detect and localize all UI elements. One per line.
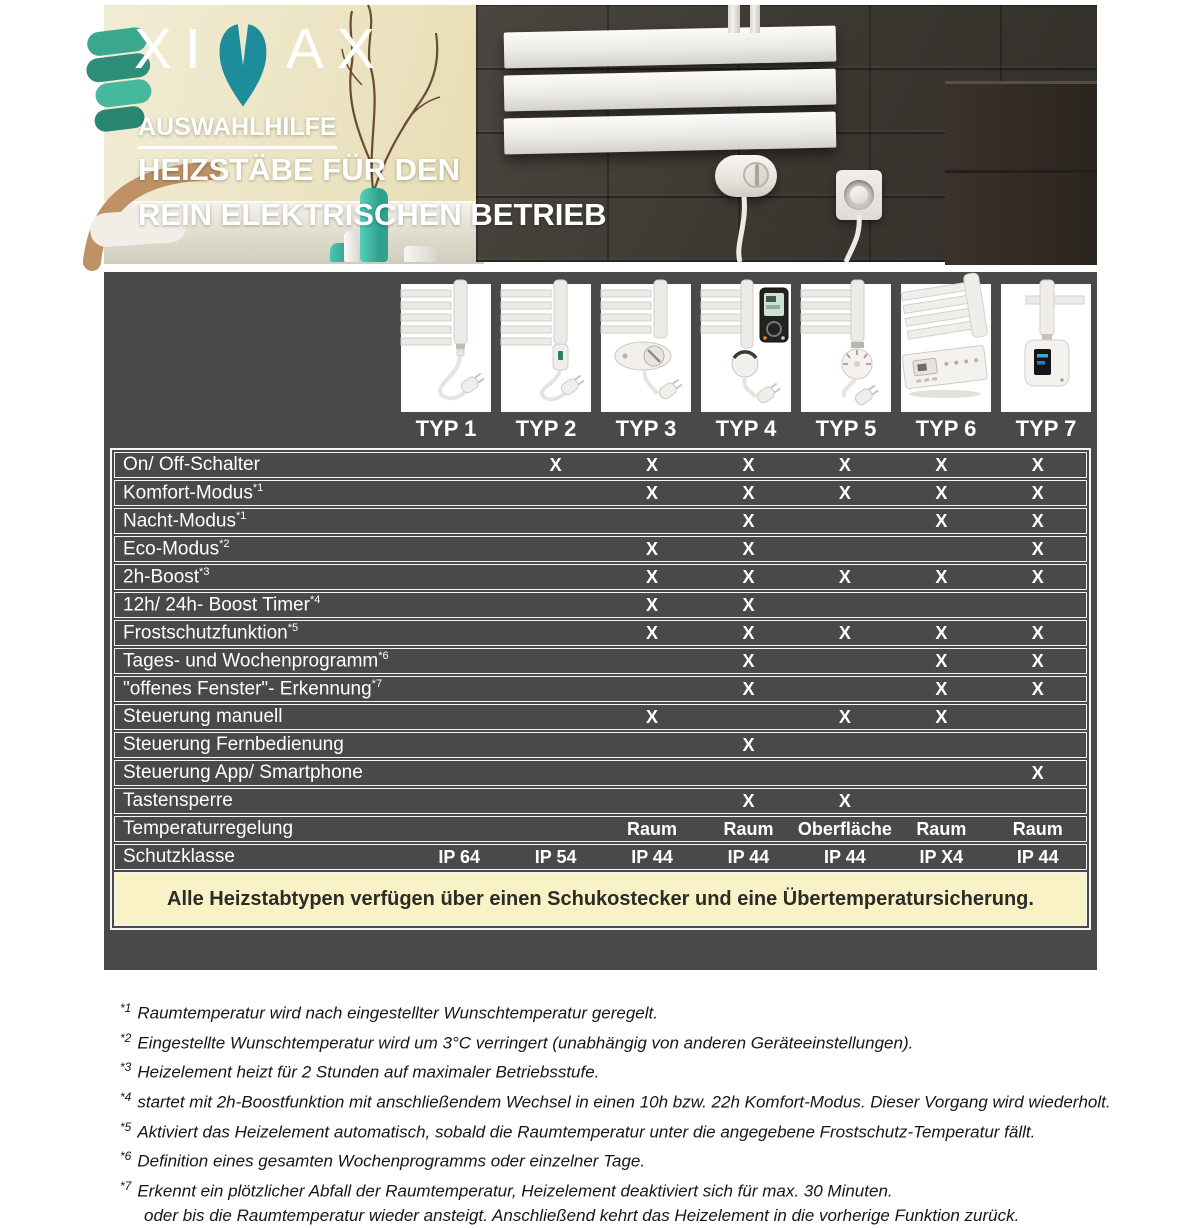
typ-6-label: TYP 6	[915, 416, 977, 441]
typ-5-product-photo	[801, 284, 891, 412]
footnotes-block	[120, 996, 1130, 1228]
ximax-logo	[134, 17, 388, 110]
feature-row	[114, 704, 1087, 730]
feature-cell-typ7: X	[1031, 538, 1044, 559]
footnote-line: $^{*6}$ Definition eines gesamten Wochenprogramms oder einzelner Tage.	[120, 1149, 646, 1171]
feature-cell-typ7: X	[1031, 762, 1044, 783]
feature-cell-typ6: X	[935, 706, 948, 727]
feature-cell-typ4: Raum	[723, 818, 774, 839]
typ-2-product-photo	[501, 284, 591, 412]
feature-cell-typ4: X	[742, 790, 755, 811]
feature-row	[114, 844, 1087, 870]
feature-cell-typ4: IP 44	[727, 846, 770, 867]
white-bottle	[344, 231, 359, 262]
feature-cell-typ2: X	[549, 454, 562, 475]
feature-row	[114, 452, 1087, 478]
typ-7-label: TYP 7	[1015, 416, 1077, 441]
feature-cell-typ4: X	[742, 538, 755, 559]
feature-cell-typ4: X	[742, 678, 755, 699]
feature-cell-typ6: X	[935, 566, 948, 587]
feature-cell-typ5: IP 44	[824, 846, 866, 867]
feature-row-label: Steuerung App/ Smartphone	[123, 762, 363, 783]
feature-cell-typ3: X	[646, 482, 659, 503]
typ-1-label: TYP 1	[415, 416, 477, 441]
feature-row	[114, 620, 1087, 646]
comparison-panel	[104, 272, 1097, 970]
hero-photo	[104, 5, 1097, 262]
feature-row-label: Steuerung Fernbedienung	[123, 734, 344, 755]
feature-row	[114, 508, 1087, 534]
footnote-line: $^{*2}$ Eingestellte Wunschtemperatur wird um 3°C verringert (unabhängig von anderen Geräteeinstellungen).	[120, 1030, 914, 1053]
feature-row	[114, 816, 1087, 842]
feature-row	[114, 592, 1087, 618]
feature-cell-typ6: X	[935, 510, 948, 531]
feature-cell-typ7: X	[1031, 566, 1044, 587]
feature-cell-typ6: X	[935, 678, 948, 699]
feature-cell-typ3: X	[646, 538, 659, 559]
feature-cell-typ3: X	[646, 454, 659, 475]
feature-cell-typ4: X	[742, 734, 755, 755]
feature-cell-typ7: X	[1031, 678, 1044, 699]
feature-row-label: Komfort-Modus$^{*1}$	[123, 481, 264, 504]
ximax-logo-m-icon	[210, 18, 276, 110]
typ-4-product-photo	[701, 284, 791, 412]
feature-row	[114, 676, 1087, 702]
feature-row-label: 12h/ 24h- Boost Timer$^{*4}$	[123, 593, 321, 616]
feature-row-label: On/ Off-Schalter	[123, 454, 260, 475]
feature-cell-typ6: X	[935, 622, 948, 643]
feature-cell-typ4: X	[742, 454, 755, 475]
feature-row	[114, 648, 1087, 674]
logo-text-left: XI	[134, 17, 214, 81]
feature-row-label: Schutzklasse	[123, 846, 235, 867]
footnote-line: oder bis die Raumtemperatur wieder ansteigt. Anschließend kehrt das Heizelement in die vorherige Funktion zurück.	[144, 1205, 1020, 1225]
schuko-note	[114, 872, 1087, 926]
feature-cell-typ5: X	[838, 454, 851, 475]
typ-2-label: TYP 2	[515, 416, 577, 441]
feature-row-label: Frostschutzfunktion$^{*5}$	[123, 621, 299, 644]
typ-7-product-photo	[1001, 284, 1091, 412]
feature-row	[114, 760, 1087, 786]
hero-kicker: AUSWAHLHILFE	[138, 113, 337, 149]
feature-row-label: Tastensperre	[123, 790, 233, 811]
feature-cell-typ2: IP 54	[534, 846, 577, 867]
feature-row-label: 2h-Boost$^{*3}$	[123, 565, 210, 588]
typ-3-label: TYP 3	[615, 416, 677, 441]
feature-row-label: Steuerung manuell	[123, 706, 283, 727]
footnote-line: $^{*4}$ startet mit 2h-Boostfunktion mit anschließendem Wechsel in einen 10h bzw. 22h Komfort-Modus. Dieser Vorgang wird wiederholt.	[120, 1089, 1111, 1112]
feature-cell-typ3: IP 44	[631, 846, 673, 867]
feature-cell-typ7: X	[1031, 650, 1044, 671]
feature-cell-typ4: X	[742, 510, 755, 531]
feature-cell-typ7: X	[1031, 622, 1044, 643]
feature-cell-typ3: X	[646, 706, 659, 727]
logo-text-right: AX	[285, 17, 388, 81]
footnote-line: $^{*3}$ Heizelement heizt für 2 Stunden auf maximaler Betriebsstufe.	[120, 1060, 600, 1082]
feature-cell-typ5: X	[838, 566, 851, 587]
feature-cell-typ6: X	[935, 482, 948, 503]
feature-cell-typ7: X	[1031, 482, 1044, 503]
typ-5-label: TYP 5	[815, 416, 877, 441]
feature-row	[114, 536, 1087, 562]
feature-row	[114, 788, 1087, 814]
feature-row-label: Nacht-Modus$^{*1}$	[123, 509, 247, 532]
typ-1-product-photo	[401, 284, 491, 412]
feature-cell-typ5: X	[838, 482, 851, 503]
feature-table	[110, 448, 1091, 930]
feature-cell-typ3: Raum	[627, 818, 678, 839]
feature-cell-typ3: X	[646, 622, 659, 643]
hero-title-line2: REIN ELEKTRISCHEN BETRIEB	[138, 197, 607, 232]
feature-cell-typ6: Raum	[916, 818, 967, 839]
feature-cell-typ6: X	[935, 454, 948, 475]
feature-row-label: "offenes Fenster"- Erkennung$^{*7}$	[123, 677, 383, 700]
feature-row-label: Temperaturregelung	[123, 818, 294, 839]
feature-cell-typ7: X	[1031, 510, 1044, 531]
feature-row	[114, 732, 1087, 758]
schuko-note-text: Alle Heizstabtypen verfügen über einen Schukostecker und eine Übertemperatursicherung.	[167, 887, 1034, 910]
feature-cell-typ1: IP 64	[438, 846, 481, 867]
feature-row-label: Tages- und Wochenprogramm$^{*6}$	[123, 649, 389, 672]
feature-row	[114, 480, 1087, 506]
feature-cell-typ7: Raum	[1012, 818, 1063, 839]
feature-cell-typ5: Oberfläche	[797, 818, 892, 839]
footnote-line: $^{*7}$ Erkennt ein plötzlicher Abfall der Raumtemperatur, Heizelement deaktiviert sich für max. 30 Minuten.	[120, 1178, 893, 1201]
feature-cell-typ4: X	[742, 482, 755, 503]
white-mug	[404, 246, 436, 262]
feature-cell-typ3: X	[646, 566, 659, 587]
feature-cell-typ4: X	[742, 566, 755, 587]
feature-cell-typ5: X	[838, 706, 851, 727]
feature-cell-typ7: IP 44	[1016, 846, 1059, 867]
feature-cell-typ6: X	[935, 650, 948, 671]
feature-cell-typ6: IP X4	[919, 846, 964, 867]
feature-cell-typ5: X	[838, 790, 851, 811]
feature-table-rows	[114, 452, 1087, 870]
feature-row	[114, 564, 1087, 590]
typ-4-label: TYP 4	[715, 416, 777, 441]
typ-3-product-photo	[601, 284, 691, 412]
feature-cell-typ4: X	[742, 622, 755, 643]
feature-row-label: Eco-Modus$^{*2}$	[123, 537, 230, 560]
feature-cell-typ3: X	[646, 594, 659, 615]
typ-6-product-photo	[901, 284, 991, 412]
feature-cell-typ7: X	[1031, 454, 1044, 475]
feature-cell-typ5: X	[838, 622, 851, 643]
hero-title-line1: HEIZSTÄBE FÜR DEN	[138, 152, 461, 187]
feature-cell-typ4: X	[742, 650, 755, 671]
feature-cell-typ4: X	[742, 594, 755, 615]
footnote-line: $^{*5}$ Aktiviert das Heizelement automatisch, sobald die Raumtemperatur unter die angegebene Frostschutz-Temperatur fällt.	[120, 1119, 1036, 1142]
footnote-line: $^{*1}$ Raumtemperatur wird nach eingestellter Wunschtemperatur geregelt.	[120, 1001, 658, 1023]
